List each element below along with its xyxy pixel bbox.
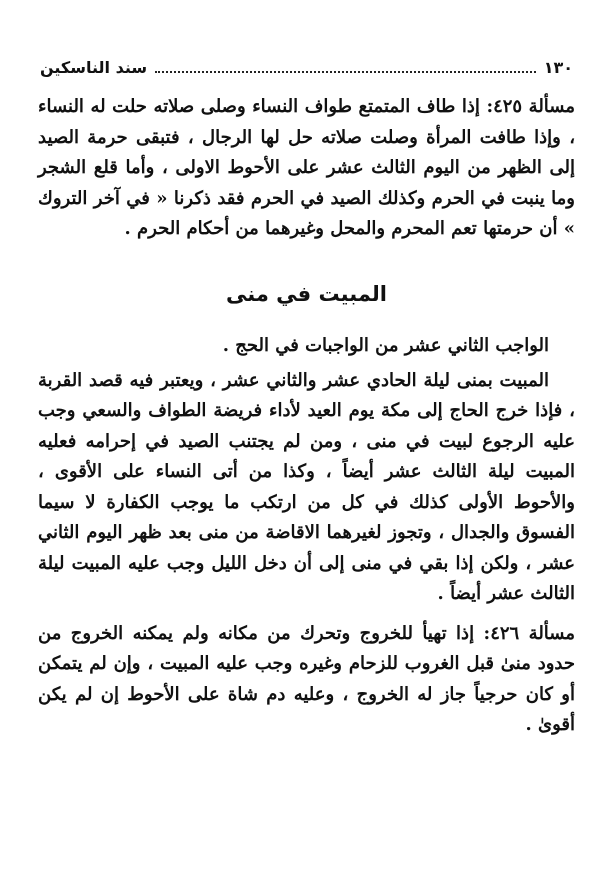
section-paragraph: المبيت بمنى ليلة الحادي عشر والثاني عشر ، ويعتبر فيه قصد القربة ، فإذا خرج الحاج إلى مكة يوم العيد لأداء فريضة الطواف والسعي وجب عليه الرجوع لبيت في منى ، ومن لم يجتنب الصيد في إحرامه فعليه المبيت ليلة الثالث عشر أيضاً ، وكذا من أتى النساء على الأقوى ، والأحوط الأولى كذلك في كل من ارتكب ما يوجب الكفارة لا سيما الفسوق والجدال ، وتجوز لغيرهما الاقاضة من منى بعد ظهر اليوم الثاني عشر ، ولكن إذا بقي في منى إلى أن دخل الليل وجب عليه المبيت ليلة الثالث عشر أيضاً . xyxy=(38,369,575,604)
book-title: سند الناسكين xyxy=(40,58,148,77)
page-body xyxy=(38,92,575,741)
page-number: ١٣٠ xyxy=(543,58,573,77)
section-title: المبيت في منى xyxy=(226,281,387,306)
masala-425-paragraph xyxy=(38,92,575,245)
masala-426-paragraph xyxy=(38,619,575,741)
masala-425-label: مسألة ٤٢٥: xyxy=(486,96,575,117)
masala-426-label: مسألة ٤٢٦: xyxy=(483,622,575,644)
running-header xyxy=(40,54,573,78)
header-dotted-rule xyxy=(155,71,536,73)
masala-425-text: إذا طاف المتمتع طواف النساء وصلى صلاته حلت له النساء ، وإذا طافت المرأة وصلت صلاته حل لها الرجال ، فتبقى حرمة الصيد إلى الظهر من اليوم الثالث عشر على الأحوط الاولى ، وأما قلع الشجر وما ينبت في الحرم وكذلك الصيد في الحرم فقد ذكرنا « في آخر التروك » أن حرمتها تعم المحرم والمحل وغيرهما من أحكام الحرم . xyxy=(38,96,575,239)
masala-426-text: إذا تهيأ للخروج وتحرك من مكانه ولم يمكنه الخروج من حدود منىٰ قبل الغروب للزحام وغيره وجب عليه المبيت ، وإن لم يتمكن أو كان حرجياً جاز له الخروج ، وعليه دم شاة على الأحوط إن لم يكن أقوىٰ . xyxy=(38,622,575,735)
section-subheading: الواجب الثاني عشر من الواجبات في الحج . xyxy=(222,335,549,356)
